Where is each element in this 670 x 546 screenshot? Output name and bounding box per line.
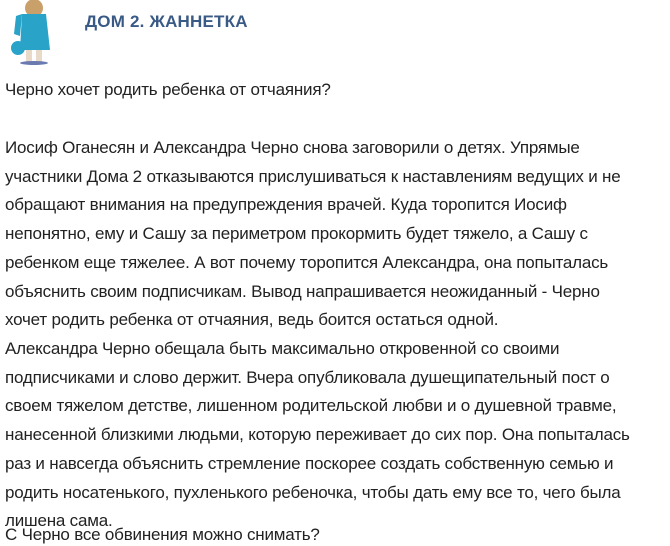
paragraph-line: раз и навсегда объяснить стремление поскорее создать собственную семью и [5,453,614,473]
site-title[interactable]: ДОМ 2. ЖАННЕТКА [85,12,248,31]
paragraph-line: Александра Черно обещала быть максимально откровенной со своими [5,339,560,358]
paragraph-line: Иосиф Оганесян и Александра Черно снова заговорили о детях. Упрямые [5,138,580,157]
logo-image [8,0,60,66]
article-subheadline: С Черно все обвинения можно снимать? [5,525,320,544]
paragraph-line: подписчиками и слово держит. Вчера опубликовала душещипательный пост о [5,367,610,387]
paragraph-line: нанесенной близкими людьми, которую переживает до сих пор. Она попыталась [5,425,630,445]
paragraph-line: участники Дома 2 отказываются прислушиваться к наставлениям ведущих и не [5,166,621,186]
article-headline: Черно хочет родить ребенка от отчаяния? [5,80,331,99]
paragraph-line: объяснить своим подписчикам. Вывод напрашивается неожиданный - Черно [5,281,600,301]
paragraph-line: ребенком еще тяжелее. А вот почему торопится Александра, она попыталась [5,252,609,272]
paragraph-line: родить носатенького, пухленького ребеночка, чтобы дать ему все то, чего была [5,482,621,502]
paragraph-line: обращают внимания на предупреждения врачей. Куда торопится Иосиф [5,195,567,215]
paragraph-line: хочет родить ребенка от отчаяния, ведь боится остаться одной. [5,310,499,330]
paragraph-line: непонятно, ему и Сашу за периметром прокормить будет тяжело, а Сашу с [5,224,588,244]
paragraph-line: своем тяжелом детстве, лишенном родительской любви и о душевной травме, [5,396,617,416]
paragraph-line: лишена сама. [5,511,113,531]
